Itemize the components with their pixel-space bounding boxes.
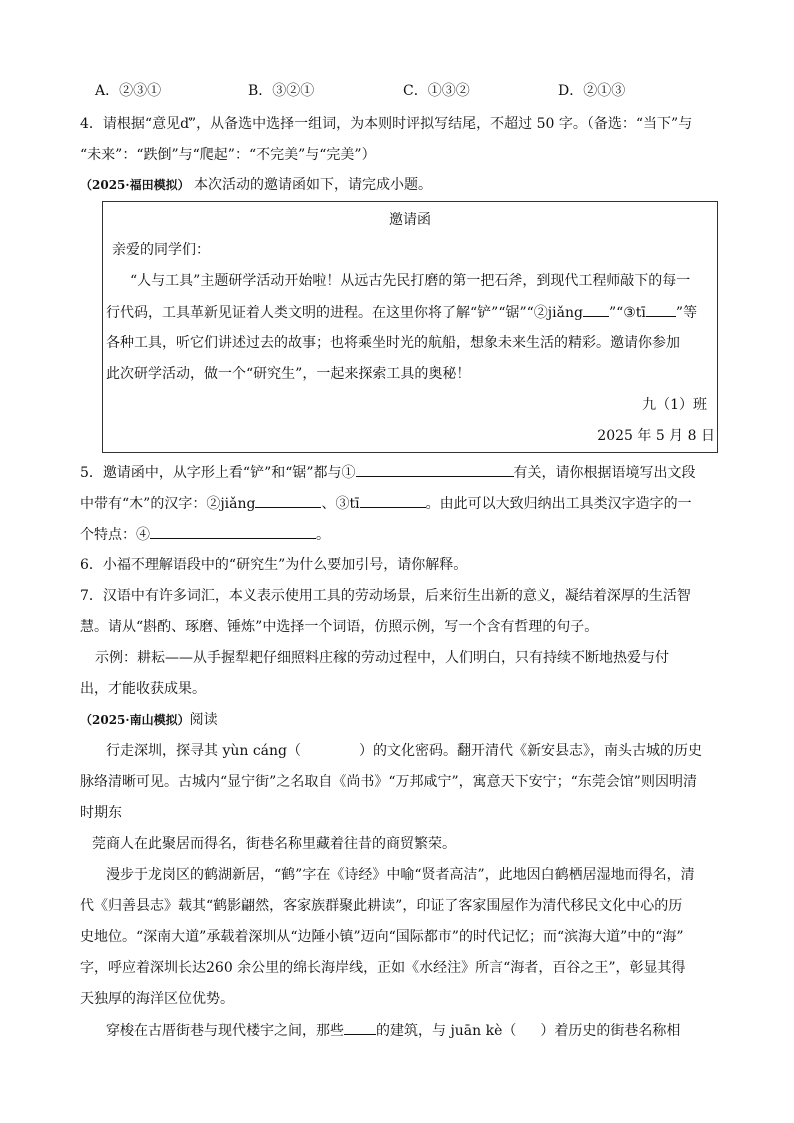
answer-blank-1[interactable] [356, 462, 514, 477]
invitation-signature-date: 2025 年 5 月 8 日 [597, 428, 715, 444]
question-4-line-1: 4．请根据“意见ď”，从备选中选择一组词，为本则时评拟写结尾，不超过 50 字。（备选：“当下”与 [80, 116, 693, 132]
source-instruction: 本次活动的邀请函如下，请完成小题。 [194, 177, 433, 193]
passage-text: ）着历史的街巷名称相 [540, 1023, 681, 1039]
invitation-paragraph-line-4: 此次研学活动，做一个“研究生”，一起来探索工具的奥秘！ [106, 366, 471, 382]
passage-line-5: 漫步于龙岗区的鹤湖新居，“鹤”字在《诗经》中喻“贤者高洁”，此地因白鹤栖居湿地而得名，清 [106, 867, 695, 883]
question-7-example-line-1: 示例：耕耘——从手握犁耙仔细照料庄稼的劳动过程中，人们明白，只有持续不断地热爱与付 [95, 650, 669, 666]
question-7-line-1: 7．汉语中有许多词汇，本义表示使用工具的劳动场景，后来衍生出新的意义，凝结着深厚的生活智 [80, 588, 691, 604]
option-c: C．①③② [403, 83, 470, 99]
option-d: D．②①③ [558, 83, 626, 99]
question-7-line-2: 慧。请从“斟酌、琢磨、锤炼”中选择一个词语，仿照示例，写一个含有哲理的句子。 [80, 619, 599, 635]
question-5-text: 5．邀请函中，从字形上看“铲”和“锯”都与① [80, 465, 356, 481]
answer-blank-4[interactable] [150, 524, 316, 539]
source-tag: （2025·福田模拟） [80, 178, 190, 192]
passage-text: 穿梭在古厝街巷与现代楼宇之间，那些 [106, 1023, 344, 1039]
invitation-text: 行代码，工具革新见证着人类文明的进程。在这里你将了解“铲”“锯”“②jiǎng [106, 305, 583, 321]
passage-line-3: 时期东 [80, 805, 122, 821]
passage-blank[interactable] [344, 1020, 376, 1035]
passage-line-4: 莞商人在此聚居而得名，街巷名称里藏着往昔的商贸繁荣。 [92, 836, 456, 852]
question-5-text: 。由此可以大致归纳出工具类汉字造字的一 [425, 496, 692, 512]
option-a: A．②③① [95, 83, 162, 99]
passage-line-2: 脉络清晰可见。古城内“显宁街”之名取自《尚书》“万邦咸宁”，寓意天下安宁；“东莞会馆”则因明清 [80, 774, 697, 790]
source-heading-futian [80, 175, 432, 195]
question-5-text: 个特点：④ [80, 527, 150, 543]
passage-line-10 [106, 1020, 680, 1041]
question-6: 6．小福不理解语段中的“研究生”为什么要加引号，请你解释。 [80, 557, 468, 573]
invitation-paragraph-line-2 [106, 302, 697, 323]
invitation-paragraph-line-1: “人与工具”主题研学活动开始啦！从远古先民打磨的第一把石斧，到现代工程师敲下的每一 [130, 273, 691, 289]
invitation-text: ”等 [675, 305, 698, 321]
question-4-line-2: “未来”：“跌倒”与“爬起”：“不完美”与“完美”） [80, 147, 376, 163]
invitation-signature-class: 九（1）班 [642, 397, 707, 413]
passage-line-7: 史地位。“深南大道”承载着深圳从“边陲小镇”迈向“国际都市”的时代记忆；而“滨海大道”中的“海” [80, 929, 684, 945]
source-heading-nanshan [80, 710, 218, 730]
passage-text: 行走深圳，探寻其 yùn cáng（ [106, 743, 302, 759]
answer-blank-3[interactable] [360, 493, 426, 508]
question-5-text: 。 [316, 527, 330, 543]
invitation-box [102, 201, 718, 453]
question-7-example-line-2: 出，才能收获成果。 [80, 681, 206, 697]
question-5-text: 有关，请你根据语境写出文段 [513, 465, 696, 481]
source-tag: （2025·南山模拟） [80, 713, 190, 727]
passage-text: 的建筑，与 juān kè（ [376, 1023, 517, 1039]
question-5-text: 、③tī [321, 496, 360, 512]
invitation-paragraph-line-3: 各种工具，听它们讲述过去的故事；也将乘坐时光的航船，想象未来生活的精彩。邀请你参加 [106, 335, 680, 351]
question-5-line-1 [80, 462, 696, 483]
answer-blank-2[interactable] [255, 493, 321, 508]
invitation-text: ”“③tī [608, 305, 646, 321]
passage-line-9: 天独厚的海洋区位优势。 [80, 991, 234, 1007]
passage-line-6: 代《归善县志》载其“鹤影翩然，客家族群聚此耕读”，印证了客家围屋作为清代移民文化中心的历 [80, 898, 683, 914]
passage-line-8: 字，呼应着深圳长达260 余公里的绵长海岸线，正如《水经注》所言“海者，百谷之王”，彰显其得 [80, 960, 686, 976]
option-b: B．③②① [248, 83, 315, 99]
passage-text: ）的文化密码。翻开清代《新安县志》，南头古城的历史 [359, 743, 703, 759]
blank-ti[interactable] [646, 302, 676, 317]
invitation-title: 邀请函 [389, 212, 431, 228]
invitation-greeting: 亲爱的同学们： [112, 242, 210, 258]
blank-jiang[interactable] [583, 302, 609, 317]
question-5-line-3 [80, 524, 330, 545]
question-5-line-2 [80, 493, 692, 514]
source-instruction: 阅读 [189, 712, 218, 728]
passage-line-1 [106, 741, 702, 761]
question-5-text: 中带有“木”的汉字：②jiǎng [80, 496, 256, 512]
